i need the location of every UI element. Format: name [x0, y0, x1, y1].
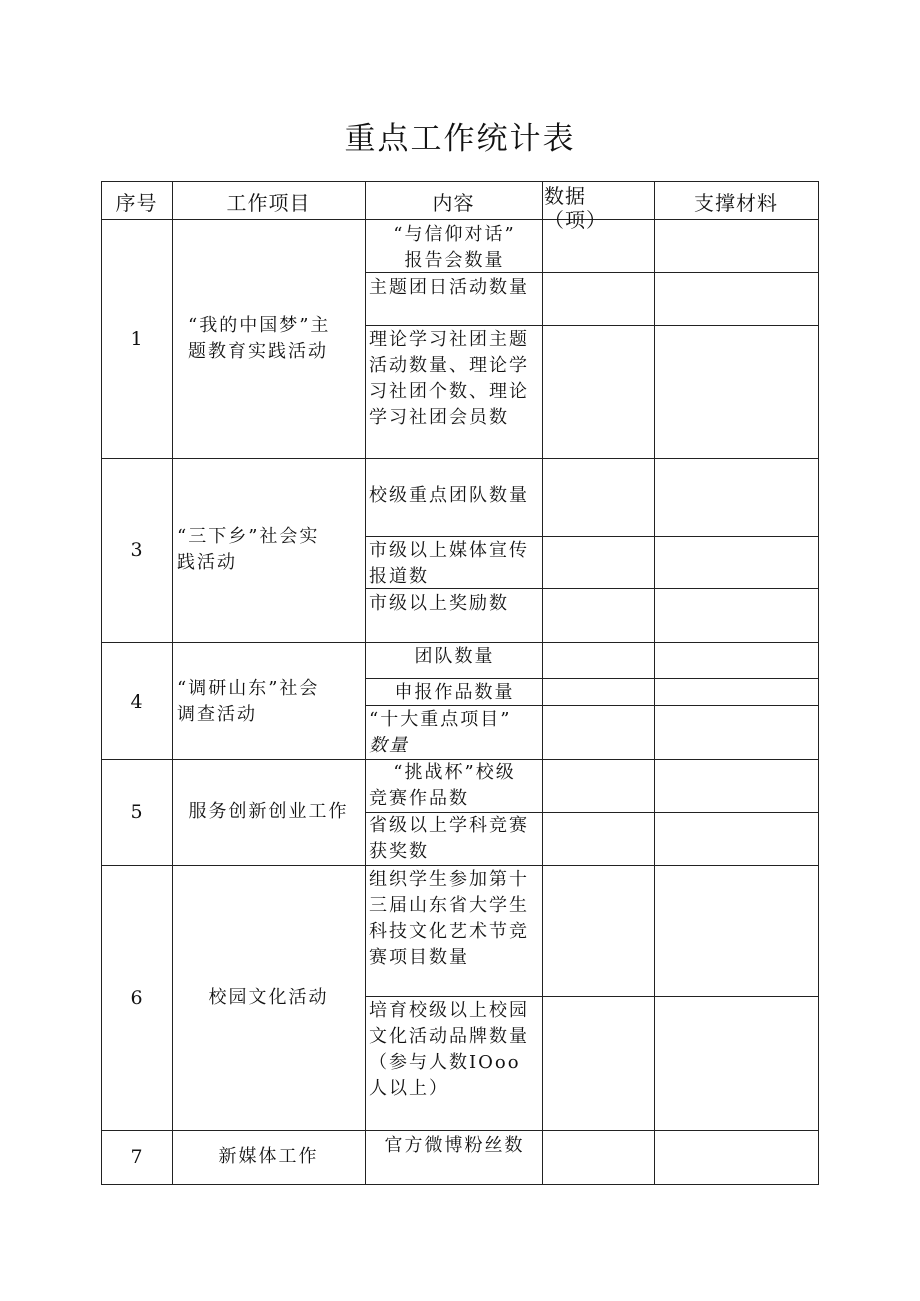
- header-materials: 支撑材料: [694, 191, 778, 215]
- work-item: [172, 1144, 365, 1170]
- content-cell: [369, 275, 540, 301]
- page-title: 重点工作统计表: [344, 121, 576, 157]
- work-item: [172, 985, 365, 1011]
- content-cell: [369, 998, 540, 1102]
- work-item: [172, 799, 365, 825]
- work-item-line: 践活动: [177, 552, 237, 573]
- data-value-cell[interactable]: [543, 1130, 654, 1184]
- group-divider: [101, 1184, 819, 1185]
- content-line: 培育校级以上校园: [369, 1000, 529, 1021]
- data-value-cell[interactable]: [543, 642, 654, 678]
- content-line: 团队数量: [414, 646, 495, 667]
- data-value-cell[interactable]: [543, 325, 654, 458]
- materials-cell[interactable]: [655, 678, 818, 705]
- content-cell: [369, 680, 540, 706]
- content-line: 校级重点团队数量: [369, 485, 529, 506]
- work-item-line: “调研山东”社会: [177, 678, 320, 699]
- row-seq: 6: [130, 987, 143, 1009]
- content-cell: [369, 483, 540, 509]
- materials-cell[interactable]: [655, 325, 818, 458]
- data-value-cell[interactable]: [543, 705, 654, 759]
- content-cell: [369, 591, 540, 617]
- row-seq: 7: [130, 1146, 143, 1168]
- content-line: 省级以上学科竞赛: [369, 815, 529, 836]
- content-cell: [369, 813, 540, 865]
- work-item-line: 校园文化活动: [208, 987, 329, 1008]
- content-line: 数量: [369, 735, 409, 756]
- statistics-table: [101, 181, 819, 1185]
- header-item: 工作项目: [226, 191, 311, 215]
- materials-cell[interactable]: [655, 996, 818, 1130]
- content-line: 文化活动品牌数量: [369, 1026, 529, 1047]
- materials-cell[interactable]: [655, 705, 818, 759]
- content-line: 三届山东省大学生: [369, 895, 529, 916]
- materials-cell[interactable]: [655, 458, 818, 536]
- header-seq: 序号: [115, 191, 158, 215]
- data-value-cell[interactable]: [543, 272, 654, 325]
- data-value-cell[interactable]: [543, 678, 654, 705]
- work-item-line: 新媒体工作: [218, 1146, 319, 1167]
- materials-cell[interactable]: [655, 219, 818, 272]
- header-data: 数据 （项）: [544, 184, 607, 232]
- work-item-line: “我的中国梦”主: [188, 315, 331, 336]
- row-seq: 1: [130, 328, 143, 350]
- content-cell: [369, 222, 540, 274]
- work-item-line: “三下乡”社会实: [177, 526, 320, 547]
- work-item: [177, 676, 365, 728]
- content-cell: [369, 644, 540, 670]
- content-cell: [369, 867, 540, 971]
- content-line: 理论学习社团主题: [369, 329, 529, 350]
- content-line: 组织学生参加第十: [369, 869, 529, 890]
- materials-cell[interactable]: [655, 759, 818, 812]
- content-cell: [369, 1133, 540, 1159]
- row-seq: 3: [130, 539, 143, 561]
- content-line: 活动数量、理论学: [369, 355, 529, 376]
- content-line: 竞赛作品数: [369, 788, 469, 809]
- content-line: 市级以上奖励数: [369, 593, 509, 614]
- content-line: 主题团日活动数量: [369, 277, 529, 298]
- materials-cell[interactable]: [655, 812, 818, 865]
- data-value-cell[interactable]: [543, 812, 654, 865]
- content-line: 申报作品数量: [394, 682, 515, 703]
- content-cell: [369, 707, 540, 759]
- content-line: 科技文化艺术节竞: [369, 921, 529, 942]
- data-value-cell[interactable]: [543, 996, 654, 1130]
- materials-cell[interactable]: [655, 536, 818, 588]
- work-item-line: 服务创新创业工作: [188, 801, 349, 822]
- work-item: [188, 313, 365, 365]
- content-line: 获奖数: [369, 841, 429, 862]
- content-cell: [369, 538, 540, 590]
- work-item-line: 调查活动: [177, 704, 257, 725]
- content-line: （参与人数IOoo: [369, 1052, 521, 1073]
- content-line: “挑战杯”校级: [393, 762, 516, 783]
- data-value-cell[interactable]: [543, 219, 654, 272]
- content-line: 报道数: [369, 566, 429, 587]
- content-line: 赛项目数量: [369, 947, 469, 968]
- data-value-cell[interactable]: [543, 759, 654, 812]
- content-line: 官方微博粉丝数: [384, 1135, 525, 1156]
- work-item: [177, 524, 365, 576]
- content-cell: [369, 760, 540, 812]
- materials-cell[interactable]: [655, 642, 818, 678]
- content-cell: [369, 327, 540, 431]
- work-item-line: 题教育实践活动: [188, 341, 328, 362]
- content-line: 报告会数量: [404, 250, 505, 271]
- header-content: 内容: [432, 191, 475, 215]
- materials-cell[interactable]: [655, 1130, 818, 1184]
- data-value-cell[interactable]: [543, 865, 654, 996]
- materials-cell[interactable]: [655, 588, 818, 642]
- row-seq: 5: [130, 801, 143, 823]
- data-value-cell[interactable]: [543, 536, 654, 588]
- content-line: 学习社团会员数: [369, 407, 509, 428]
- row-seq: 4: [130, 691, 143, 713]
- content-line: “十大重点项目”: [369, 709, 512, 730]
- content-line: “与信仰对话”: [393, 224, 516, 245]
- content-line: 人以上）: [369, 1078, 449, 1099]
- content-line: 市级以上媒体宣传: [369, 540, 529, 561]
- materials-cell[interactable]: [655, 865, 818, 996]
- data-value-cell[interactable]: [543, 588, 654, 642]
- materials-cell[interactable]: [655, 272, 818, 325]
- data-value-cell[interactable]: [543, 458, 654, 536]
- content-line: 习社团个数、理论: [369, 381, 529, 402]
